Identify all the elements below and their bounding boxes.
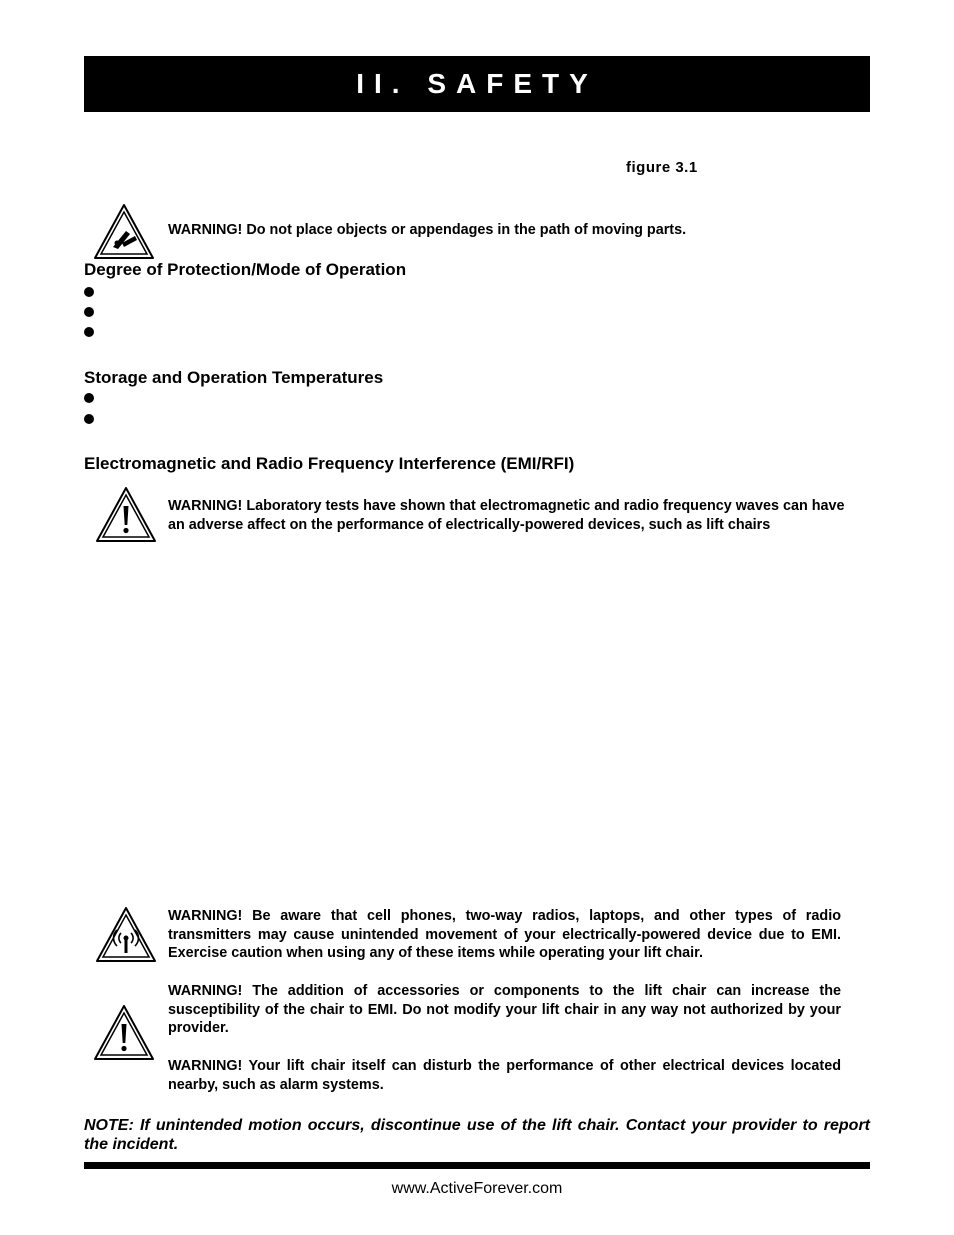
figure-label: figure 3.1 xyxy=(626,159,698,176)
bullet xyxy=(84,327,94,337)
warning-exclamation-icon xyxy=(95,486,157,544)
note: NOTE: If unintended motion occurs, discontinue use of the lift chair. Contact your provider to report the incident. xyxy=(84,1117,870,1153)
footer-rule xyxy=(84,1162,870,1169)
pinch-hazard-icon xyxy=(93,203,155,261)
warning-accessories: WARNING! The addition of accessories or components to the lift chair can increase the susceptibility of the chair to EMI. Do not modify your lift chair in any way not authorized by your provider. xyxy=(168,983,841,1036)
warning-cell-phones: WARNING! Be aware that cell phones, two-way radios, laptops, and other types of radio transmitters may cause unintended movement of your electrically-powered device due to EMI. Exercise caution when using any of these items while operating your lift chair. xyxy=(168,908,841,961)
warning-disturb: WARNING! Your lift chair itself can disturb the performance of other electrical devices located nearby, such as alarm systems. xyxy=(168,1058,841,1093)
radio-wave-hazard-icon xyxy=(95,906,157,964)
bullet xyxy=(84,393,94,403)
bullet xyxy=(84,414,94,424)
warning-exclamation-icon xyxy=(93,1004,155,1062)
footer-url: www.ActiveForever.com xyxy=(391,1180,563,1197)
warning-lab-tests: WARNING! Laboratory tests have shown that electromagnetic and radio frequency waves can have an adverse affect on the performance of electrically-powered devices, such as lift chairs xyxy=(168,498,845,533)
warning-moving-parts: WARNING! Do not place objects or appendages in the path of moving parts. xyxy=(168,222,687,238)
heading-emi: Electromagnetic and Radio Frequency Interference (EMI/RFI) xyxy=(84,454,575,473)
bullet xyxy=(84,307,94,317)
heading-protection: Degree of Protection/Mode of Operation xyxy=(84,260,407,279)
bullet xyxy=(84,287,94,297)
section-title: II. SAFETY xyxy=(84,56,870,112)
heading-temperatures: Storage and Operation Temperatures xyxy=(84,368,384,387)
